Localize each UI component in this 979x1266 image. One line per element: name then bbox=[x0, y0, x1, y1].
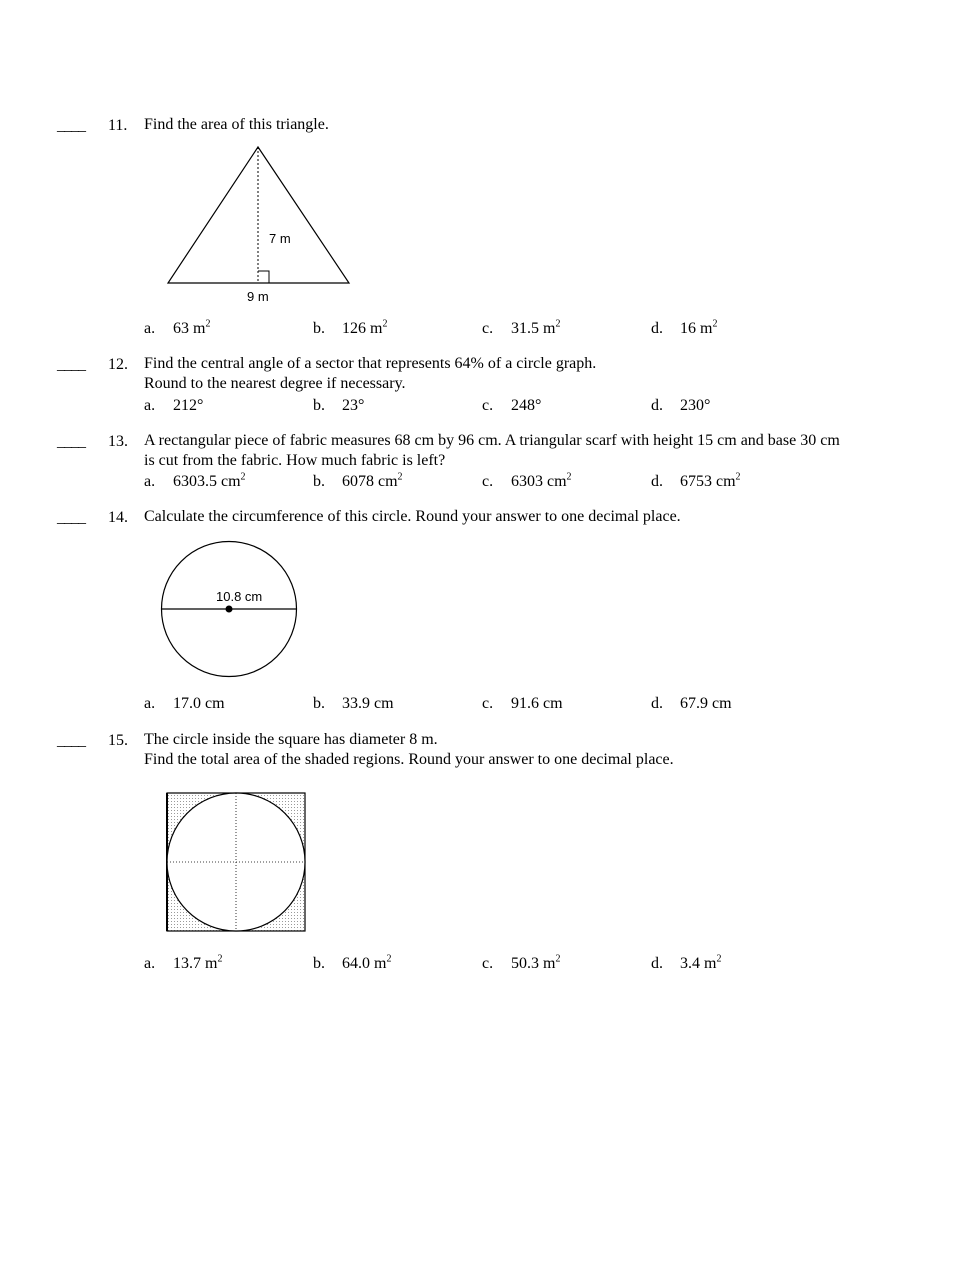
option-letter: c. bbox=[482, 473, 494, 490]
option-value: 6303 cm bbox=[511, 473, 567, 490]
option-letter: b. bbox=[313, 473, 325, 490]
option-value: 6078 cm bbox=[342, 473, 398, 490]
option-letter: d. bbox=[651, 320, 663, 337]
circle-diameter-label: 10.8 cm bbox=[216, 589, 263, 604]
option-letter: a. bbox=[144, 695, 156, 712]
triangle-height-label: 7 m bbox=[269, 231, 291, 246]
option-exponent: 2 bbox=[712, 318, 718, 330]
option-letter: c. bbox=[482, 695, 494, 712]
option-letter: d. bbox=[651, 955, 663, 972]
option-letter: c. bbox=[482, 397, 494, 414]
option-a[interactable] bbox=[144, 955, 222, 973]
option-letter: c. bbox=[482, 320, 494, 337]
option-value: 16 m bbox=[680, 320, 713, 337]
answer-blank[interactable]: ____ bbox=[57, 509, 85, 526]
option-value: 3.4 m bbox=[680, 955, 717, 972]
answer-blank[interactable]: ____ bbox=[57, 732, 85, 749]
question-text: is cut from the fabric. How much fabric is left? bbox=[144, 452, 446, 469]
option-b[interactable] bbox=[313, 955, 391, 973]
option-exponent: 2 bbox=[397, 471, 403, 483]
option-value: 67.9 cm bbox=[680, 695, 732, 712]
option-value: 64.0 m bbox=[342, 955, 387, 972]
option-letter: b. bbox=[313, 397, 325, 414]
question-text: Round to the nearest degree if necessary. bbox=[144, 375, 406, 392]
option-value: 230° bbox=[680, 397, 711, 414]
option-value: 63 m bbox=[173, 320, 206, 337]
question-text: Calculate the circumference of this circle. Round your answer to one decimal place. bbox=[144, 508, 681, 525]
option-letter: a. bbox=[144, 955, 156, 972]
option-letter: a. bbox=[144, 473, 156, 490]
question-text: A rectangular piece of fabric measures 68 cm by 96 cm. A triangular scarf with height 15 cm and base 30 cm bbox=[144, 432, 840, 449]
option-value: 6753 cm bbox=[680, 473, 736, 490]
question-text: The circle inside the square has diameter 8 m. bbox=[144, 731, 438, 748]
option-value: 13.7 m bbox=[173, 955, 218, 972]
answer-blank[interactable]: ____ bbox=[57, 356, 85, 373]
question-number: 12. bbox=[108, 356, 128, 373]
option-value: 23° bbox=[342, 397, 365, 414]
option-letter: d. bbox=[651, 397, 663, 414]
option-exponent: 2 bbox=[205, 318, 211, 330]
option-letter: b. bbox=[313, 320, 325, 337]
option-exponent: 2 bbox=[217, 953, 223, 965]
option-letter: b. bbox=[313, 955, 325, 972]
question-number: 11. bbox=[108, 117, 128, 134]
option-value: 126 m bbox=[342, 320, 383, 337]
option-value: 248° bbox=[511, 397, 542, 414]
option-exponent: 2 bbox=[240, 471, 246, 483]
option-letter: d. bbox=[651, 473, 663, 490]
question-text: Find the central angle of a sector that represents 64% of a circle graph. bbox=[144, 355, 597, 372]
question-text: Find the total area of the shaded regions. Round your answer to one decimal place. bbox=[144, 751, 674, 768]
option-value: 91.6 cm bbox=[511, 695, 563, 712]
option-exponent: 2 bbox=[566, 471, 572, 483]
option-exponent: 2 bbox=[386, 953, 392, 965]
option-exponent: 2 bbox=[555, 953, 561, 965]
question-number: 15. bbox=[108, 732, 128, 749]
answer-blank[interactable]: ____ bbox=[57, 117, 85, 134]
option-exponent: 2 bbox=[735, 471, 741, 483]
option-letter: c. bbox=[482, 955, 494, 972]
question-number: 14. bbox=[108, 509, 128, 526]
option-letter: a. bbox=[144, 397, 156, 414]
option-value: 6303.5 cm bbox=[173, 473, 241, 490]
option-exponent: 2 bbox=[382, 318, 388, 330]
option-letter: a. bbox=[144, 320, 156, 337]
option-letter: b. bbox=[313, 695, 325, 712]
answer-blank[interactable]: ____ bbox=[57, 433, 85, 450]
option-value: 17.0 cm bbox=[173, 695, 225, 712]
option-value: 50.3 m bbox=[511, 955, 556, 972]
question-number: 13. bbox=[108, 433, 128, 450]
option-d[interactable] bbox=[651, 955, 721, 973]
question-text: Find the area of this triangle. bbox=[144, 116, 329, 133]
option-value: 31.5 m bbox=[511, 320, 556, 337]
option-exponent: 2 bbox=[555, 318, 561, 330]
option-c[interactable] bbox=[482, 955, 560, 973]
option-value: 212° bbox=[173, 397, 204, 414]
triangle-base-label: 9 m bbox=[247, 289, 269, 304]
option-letter: d. bbox=[651, 695, 663, 712]
option-value: 33.9 cm bbox=[342, 695, 394, 712]
option-exponent: 2 bbox=[716, 953, 722, 965]
